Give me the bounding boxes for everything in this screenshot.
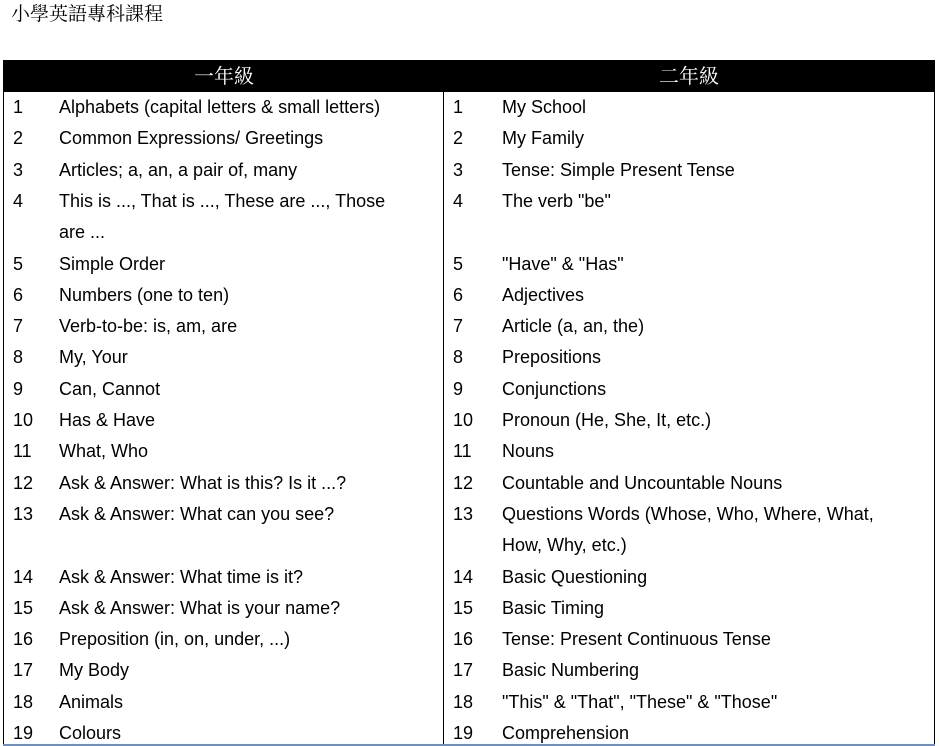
row-topic: Pronoun (He, She, It, etc.) <box>502 410 712 430</box>
row-topic: Verb-to-be: is, am, are <box>59 316 238 337</box>
row-topic: My Body <box>59 660 130 681</box>
row-topic: Nouns <box>502 441 555 462</box>
row-number: 11 <box>13 441 32 462</box>
row-number: 6 <box>13 284 24 305</box>
row-topic: Simple Order <box>59 253 166 274</box>
row-number: 6 <box>453 284 464 305</box>
row-topic: Prepositions <box>502 347 602 368</box>
row-number: 3 <box>13 159 24 180</box>
row-number: 8 <box>13 347 24 368</box>
row-number: 13 <box>13 503 34 524</box>
row-topic: Adjectives <box>502 284 585 305</box>
row-number: 18 <box>13 691 34 712</box>
row-number: 7 <box>13 316 24 337</box>
row-topic: My, Your <box>59 347 128 368</box>
row-topic: Alphabets (capital letters & small letters) <box>59 97 381 117</box>
row-topic: Basic Questioning <box>502 566 648 587</box>
row-topic: Ask & Answer: What is this? Is it ...? <box>59 472 347 493</box>
row-topic: Ask & Answer: What time is it? <box>59 566 304 587</box>
row-number: 4 <box>453 190 464 211</box>
row-topic: "Have" & "Has" <box>502 253 624 274</box>
row-number: 18 <box>453 691 474 712</box>
row-topic: Comprehension <box>502 723 630 743</box>
row-number: 1 <box>453 97 464 117</box>
row-number: 2 <box>13 128 24 149</box>
row-topic: Common Expressions/ Greetings <box>59 128 324 149</box>
row-topic: Basic Numbering <box>502 660 640 681</box>
row-number: 12 <box>13 472 34 493</box>
row-number: 14 <box>453 566 474 587</box>
row-topic: Tense: Present Continuous Tense <box>502 629 771 650</box>
row-number: 5 <box>13 253 24 274</box>
row-topic: This is ..., That is ..., These are ..., Those <box>59 190 386 211</box>
row-topic: My Family <box>502 128 584 149</box>
row-number: 19 <box>13 723 34 743</box>
row-topic: Questions Words (Whose, Who, Where, What, <box>502 503 874 524</box>
row-topic: Basic Timing <box>502 597 605 618</box>
row-topic: Articles; a, an, a pair of, many <box>59 159 298 180</box>
row-number: 17 <box>13 660 34 681</box>
row-number: 3 <box>453 159 464 180</box>
column-divider <box>443 92 444 746</box>
curriculum-table <box>3 60 935 746</box>
row-topic: How, Why, etc.) <box>502 535 627 556</box>
row-topic: Preposition (in, on, under, ...) <box>59 629 291 650</box>
row-number: 14 <box>13 566 34 587</box>
row-number: 13 <box>453 503 474 524</box>
row-topic: Ask & Answer: What is your name? <box>59 597 341 618</box>
row-topic: Countable and Uncountable Nouns <box>502 472 783 493</box>
row-topic: Colours <box>59 723 122 743</box>
page-title: 小學英語專科課程 <box>11 3 164 25</box>
row-number: 5 <box>453 253 464 274</box>
row-topic: Has & Have <box>59 410 156 430</box>
row-number: 15 <box>453 597 474 618</box>
row-number: 15 <box>13 597 34 618</box>
table-body <box>4 92 934 746</box>
row-number: 8 <box>453 347 464 368</box>
row-topic: are ... <box>59 222 106 243</box>
row-number: 12 <box>453 472 474 493</box>
row-number: 10 <box>453 410 474 430</box>
row-topic: Article (a, an, the) <box>502 316 645 337</box>
row-topic: Tense: Simple Present Tense <box>502 159 735 180</box>
row-number: 7 <box>453 316 464 337</box>
table-header <box>4 60 934 92</box>
row-number: 16 <box>13 629 34 650</box>
row-topic: Ask & Answer: What can you see? <box>59 503 335 524</box>
row-number: 11 <box>453 441 472 462</box>
row-topic: Animals <box>59 691 124 712</box>
row-topic: My School <box>502 97 587 117</box>
row-number: 19 <box>453 723 474 743</box>
row-topic: The verb "be" <box>502 190 611 211</box>
row-number: 1 <box>13 97 24 117</box>
row-topic: Numbers (one to ten) <box>59 284 230 305</box>
row-number: 4 <box>13 190 24 211</box>
row-topic: What, Who <box>59 441 149 462</box>
row-number: 17 <box>453 660 474 681</box>
header-grade-2: 二年級 <box>659 64 719 88</box>
row-topic: "This" & "That", "These" & "Those" <box>502 691 778 712</box>
row-number: 10 <box>13 410 34 430</box>
row-topic: Conjunctions <box>502 378 607 399</box>
header-grade-1: 一年級 <box>194 64 254 88</box>
row-number: 2 <box>453 128 464 149</box>
row-number: 16 <box>453 629 474 650</box>
row-topic: Can, Cannot <box>59 378 161 399</box>
row-number: 9 <box>13 378 24 399</box>
row-number: 9 <box>453 378 464 399</box>
